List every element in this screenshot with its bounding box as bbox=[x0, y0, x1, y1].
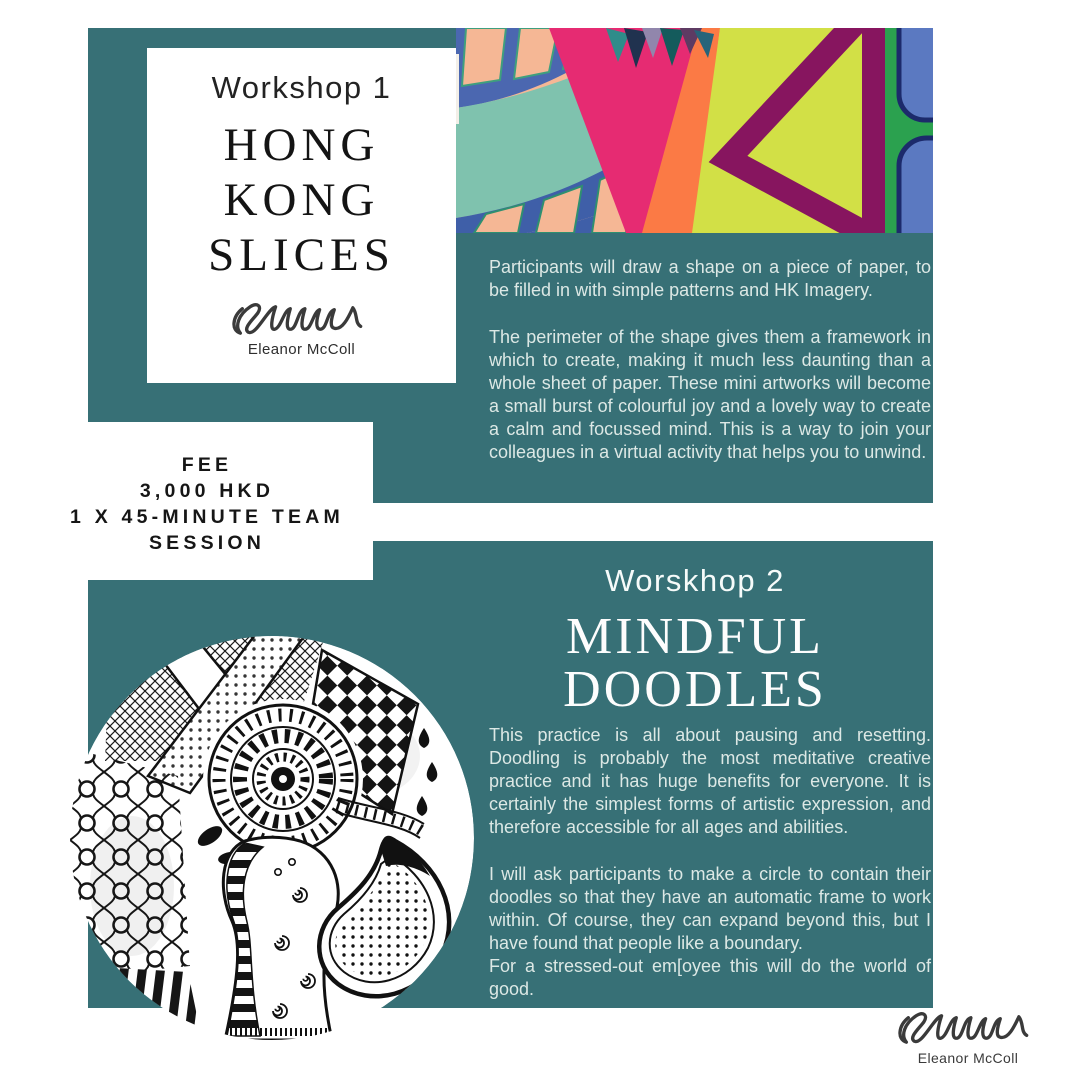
footer-signature bbox=[880, 1006, 1056, 1066]
workshop2-title bbox=[475, 610, 915, 716]
artist-name: Eleanor McColl bbox=[917, 1050, 1019, 1066]
title-line: DOODLES bbox=[563, 661, 827, 718]
workshop2-heading bbox=[475, 563, 915, 716]
fee-line: 3,000 HKD bbox=[139, 480, 275, 502]
fee-line: SESSION bbox=[148, 532, 266, 554]
fee-line: FEE bbox=[181, 454, 233, 476]
signature-icon bbox=[893, 1006, 1043, 1050]
workshop1-label: Workshop 1 bbox=[211, 70, 392, 105]
workshop1-card bbox=[147, 48, 456, 383]
workshop2-paragraph-1: This practice is all about pausing and resetting. Doodling is probably the most meditative creative practice and it has huge benefits for everyone. It is certainly the simplest forms of artistic expression, and therefore accessible for all ages and abilities. bbox=[489, 725, 931, 837]
workshop2-paragraph-2-line2: For a stressed-out em[oyee this will do the world of good. bbox=[489, 956, 931, 999]
workshop1-description bbox=[489, 256, 931, 464]
title-line: MINDFUL bbox=[566, 608, 824, 665]
workshop2-description bbox=[489, 724, 931, 1001]
zentangle-doodle-image bbox=[70, 636, 474, 1040]
fee-box bbox=[70, 422, 373, 580]
workshop2-paragraph-2 bbox=[489, 863, 931, 1001]
workshop2-label: Worskhop 2 bbox=[605, 563, 785, 598]
fee-line: 1 X 45-MINUTE TEAM bbox=[70, 506, 344, 528]
title-line: HONG bbox=[223, 119, 380, 171]
workshop1-paragraph-1: Participants will draw a shape on a piece of paper, to be filled in with simple patterns and HK Imagery. bbox=[489, 257, 931, 300]
artist-name: Eleanor McColl bbox=[247, 341, 356, 358]
workshop1-paragraph-2: The perimeter of the shape gives them a framework in which to create, making it much less daunting than a whole sheet of paper. These mini artworks will become a small burst of colourful joy and a lovely way to create a calm and focussed mind. This is a way to join your colleagues in a virtual activity that helps you to unwind. bbox=[489, 327, 931, 462]
title-line: KONG bbox=[223, 174, 380, 226]
workshop1-title bbox=[147, 118, 456, 283]
abstract-painting-image bbox=[456, 28, 933, 233]
title-line: SLICES bbox=[208, 229, 395, 281]
workshop2-paragraph-2-line1: I will ask participants to make a circle to contain their doodles so that they have an automatic frame to work within. Of course, they can expand beyond this, but I have found that people like a boundary. bbox=[489, 864, 931, 953]
fee-text bbox=[57, 452, 357, 556]
signature-icon bbox=[227, 297, 377, 341]
